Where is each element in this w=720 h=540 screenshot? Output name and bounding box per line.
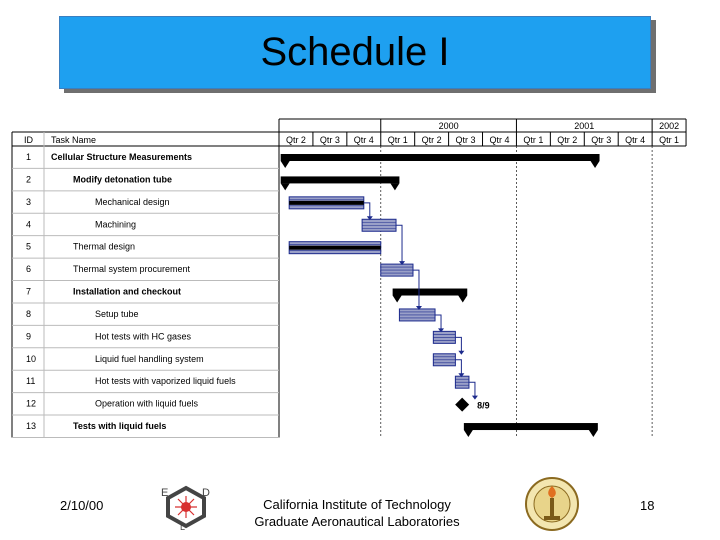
task-id: 13	[26, 421, 37, 432]
task-id: 12	[26, 398, 37, 409]
year-label-2000: 2000	[438, 121, 459, 131]
task-bar	[362, 219, 396, 231]
summary-end-cap	[591, 161, 600, 168]
milestone-diamond	[455, 398, 469, 412]
task-id: 1	[26, 152, 32, 162]
summary-bar	[464, 423, 598, 430]
dependency-link	[469, 382, 475, 397]
caltech-seal	[524, 476, 580, 532]
svg-text:E: E	[161, 487, 169, 499]
year-label-2002: 2002	[659, 121, 680, 131]
summary-end-cap	[458, 296, 467, 303]
quarter-label: Qtr 1	[387, 135, 408, 145]
task-name: Tests with liquid fuels	[73, 421, 167, 432]
quarter-label: Qtr 4	[353, 135, 374, 145]
dependency-link	[435, 315, 441, 330]
dependency-arrow	[458, 351, 464, 355]
quarter-label: Qtr 4	[489, 135, 510, 145]
slide-title: Schedule I	[260, 30, 450, 74]
task-id: 8	[26, 308, 32, 319]
task-name: Cellular Structure Measurements	[51, 152, 193, 162]
quarter-label: Qtr 3	[319, 135, 340, 145]
header-id: ID	[24, 135, 33, 145]
page-number: 18	[640, 498, 655, 513]
task-name: Thermal system procurement	[73, 264, 191, 275]
summary-end-cap	[390, 183, 399, 190]
task-bar	[381, 264, 413, 276]
quarter-label: Qtr 3	[591, 135, 612, 145]
task-bar	[289, 242, 381, 254]
footer-institution	[232, 496, 482, 530]
summary-bar	[281, 154, 600, 161]
quarter-label: Qtr 1	[523, 135, 544, 145]
task-progress	[289, 246, 381, 250]
task-bar	[433, 331, 455, 343]
quarter-label: Qtr 4	[625, 135, 646, 145]
task-id: 3	[26, 196, 32, 207]
year-label-2001: 2001	[574, 121, 595, 131]
task-name: Mechanical design	[95, 196, 170, 207]
dependency-link	[364, 203, 370, 218]
task-id: 5	[26, 241, 32, 252]
institution-line1: California Institute of Technology	[263, 497, 451, 512]
task-id: 6	[26, 264, 32, 275]
quarter-label: Qtr 2	[557, 135, 578, 145]
svg-text:L: L	[180, 522, 186, 530]
institution-line2: Graduate Aeronautical Laboratories	[254, 514, 460, 529]
dependency-arrow	[472, 396, 478, 400]
task-bar	[455, 376, 469, 388]
task-name: Machining	[95, 219, 137, 230]
task-id: 2	[26, 174, 32, 185]
laboratory-explosion-logo	[158, 484, 214, 530]
task-progress	[289, 201, 364, 205]
task-name: Operation with liquid fuels	[95, 398, 199, 409]
task-bar	[289, 197, 364, 209]
task-name: Thermal design	[73, 241, 136, 252]
quarter-label: Qtr 2	[421, 135, 442, 145]
svg-text:D: D	[202, 487, 210, 499]
task-id: 7	[26, 286, 32, 297]
header-task-name: Task Name	[51, 135, 97, 145]
task-name: Setup tube	[95, 308, 139, 319]
summary-start-cap	[281, 183, 290, 190]
milestone-label: 8/9	[477, 400, 490, 411]
task-name: Liquid fuel handling system	[95, 353, 204, 364]
summary-start-cap	[464, 430, 473, 437]
summary-start-cap	[281, 161, 290, 168]
task-bar	[399, 309, 435, 321]
task-id: 11	[26, 376, 36, 387]
task-name: Hot tests with vaporized liquid fuels	[95, 376, 236, 387]
quarter-label: Qtr 2	[285, 135, 306, 145]
task-name: Hot tests with HC gases	[95, 331, 192, 342]
task-name: Modify detonation tube	[73, 174, 172, 185]
dependency-link	[455, 360, 461, 375]
dependency-link	[396, 225, 402, 263]
summary-start-cap	[393, 296, 402, 303]
task-id: 10	[26, 353, 37, 364]
task-bar	[433, 354, 455, 366]
summary-end-cap	[589, 430, 598, 437]
summary-bar	[393, 289, 468, 296]
quarter-label: Qtr 1	[659, 135, 680, 145]
footer-date: 2/10/00	[60, 498, 104, 513]
dependency-link	[455, 337, 461, 352]
task-id: 9	[26, 331, 32, 342]
task-id: 4	[26, 219, 32, 230]
quarter-label: Qtr 3	[455, 135, 476, 145]
task-name: Installation and checkout	[73, 286, 182, 297]
summary-bar	[281, 176, 400, 183]
